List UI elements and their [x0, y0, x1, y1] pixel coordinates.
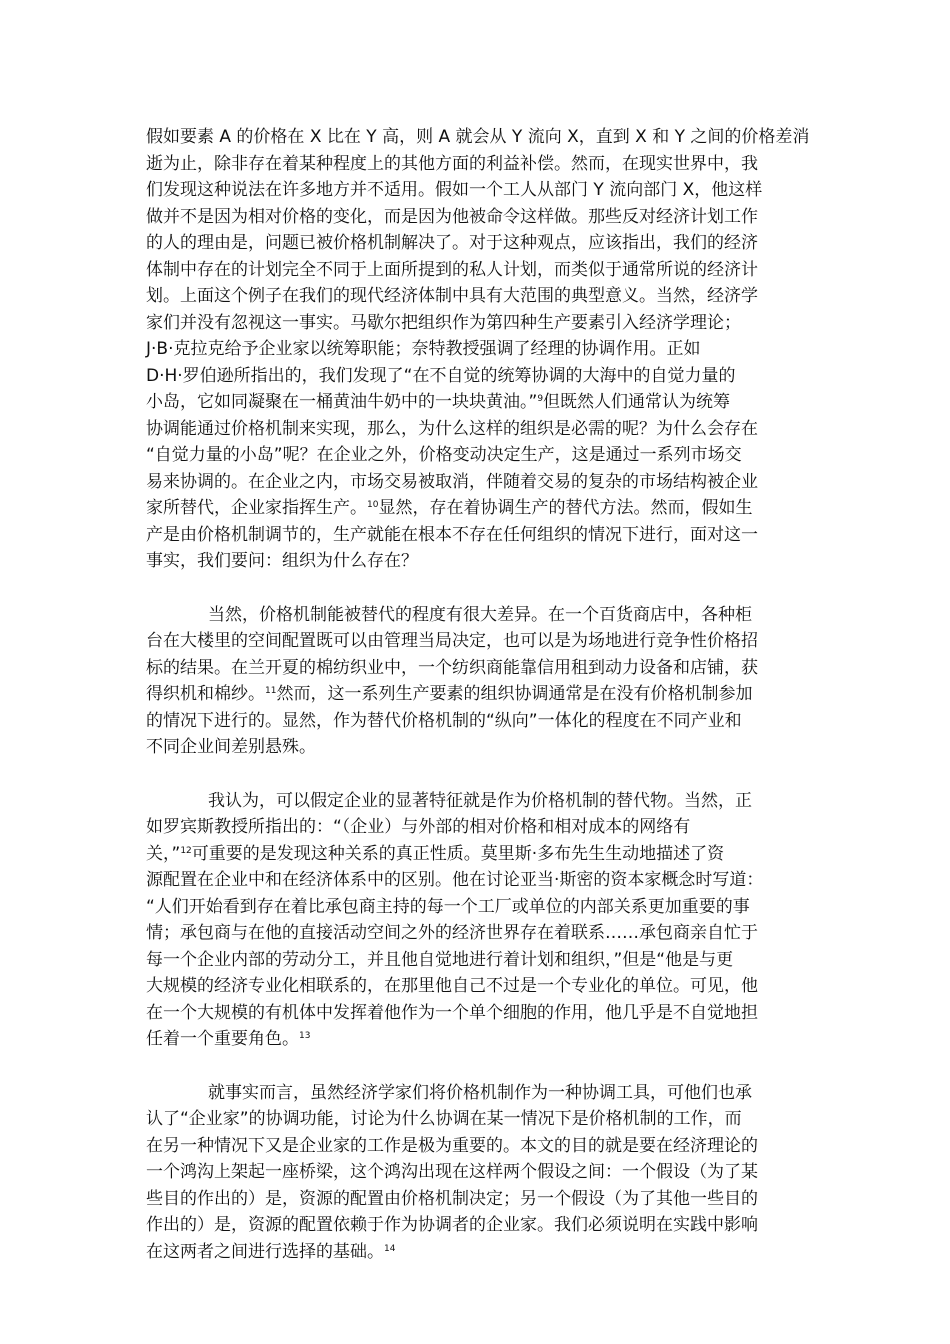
text-segment: 可重要的是发现这种关系的真正性质。莫里斯·多布先生生动地描述了资	[191, 843, 725, 864]
text-line: 协调能通过价格机制来实现，那么，为什么这样的组织是必需的呢？为什么会存在	[146, 418, 758, 439]
text-line: 大规模的经济专业化相联系的，在那里他自己不过是一个专业化的单位。可见，他	[146, 976, 758, 996]
text-line: 源配置在企业中和在经济体系中的区别。他在讨论亚当·斯密的资本家概念时写道：	[146, 870, 764, 890]
paragraph-spacer	[146, 761, 804, 788]
text-line	[146, 1026, 804, 1053]
text-segment: 小岛，它如同凝聚在一桶黄油牛奶中的一块块黄油。”	[146, 392, 538, 412]
paragraph-spacer	[146, 1053, 804, 1080]
text-segment: 然而，这一系列生产要素的组织协调通常是在没有价格机制参加	[276, 684, 753, 704]
text-line: 体制中存在的计划完全不同于上面所提到的私人计划，而类似于通常所说的经济计	[146, 259, 758, 280]
text-line: J·B·克拉克给予企业家以统筹职能；奈特教授强调了经理的协调作用。正如	[146, 339, 701, 359]
text-line: 我认为，可以假定企业的显著特征就是作为价格机制的替代物。当然，正	[208, 790, 752, 811]
text-line: 不同企业间差别悬殊。	[146, 737, 316, 757]
text-line	[146, 495, 804, 522]
footnote-ref-11: 11	[265, 686, 277, 696]
text-line: 认了“企业家”的协调功能，讨论为什么协调在某一情况下是价格机制的工作，而	[146, 1109, 742, 1129]
text-line: 情；承包商与在他的直接活动空间之外的经济世界存在着联系……承包商亲自忙于	[146, 923, 758, 943]
text-line: 易来协调的。在企业之内，市场交易被取消，伴随着交易的复杂的市场结构被企业	[146, 471, 758, 492]
text-line: 每一个企业内部的劳动分工，并且他自觉地进行着计划和组织，”但是“他是与更	[146, 949, 734, 970]
text-line: 标的结果。在兰开夏的棉纺织业中，一个纺织商能靠信用租到动力设备和店铺，获	[146, 657, 758, 678]
text-line	[146, 681, 804, 708]
text-line: 家们并没有忽视这一事实。马歇尔把组织作为第四种生产要素引入经济学理论；	[146, 312, 741, 333]
text-line: 产是由价格机制调节的，生产就能在根本不存在任何组织的情况下进行，面对这一	[146, 524, 758, 545]
footnote-ref-13: 13	[299, 1031, 311, 1041]
text-line: “人们开始看到存在着比承包商主持的每一个工厂或单位的内部关系更加重要的事	[146, 896, 750, 917]
text-line: 划。上面这个例子在我们的现代经济体制中具有大范围的典型意义。当然，经济学	[146, 286, 758, 306]
text-segment: 但既然人们通常认为统筹	[543, 392, 731, 412]
text-line: D·H·罗伯逊所指出的，我们发现了“在不自觉的统筹协调的大海中的自觉力量的	[146, 365, 736, 386]
text-line	[146, 389, 804, 416]
text-line: 台在大楼里的空间配置既可以由管理当局决定，也可以是为场地进行竞争性价格招	[146, 631, 758, 651]
text-line: 如罗宾斯教授所指出的：“（企业）与外部的相对价格和相对成本的网络有	[146, 817, 691, 837]
text-line: 做并不是因为相对价格的变化，而是因为他被命令这样做。那些反对经济计划工作	[146, 206, 758, 227]
paragraph-3	[146, 788, 804, 1053]
text-line: 事实，我们要问：组织为什么存在？	[146, 551, 418, 571]
text-line: 作出的）是，资源的配置依赖于作为协调者的企业家。我们必须说明在实践中影响	[146, 1215, 758, 1235]
text-segment: 家所替代，企业家指挥生产。	[146, 498, 367, 518]
text-line	[146, 841, 804, 868]
text-line: 些目的作出的）是，资源的配置由价格机制决定；另一个假设（为了其他一些目的	[146, 1188, 758, 1209]
footnote-ref-14: 14	[384, 1243, 396, 1254]
text-line: 的人的理由是，问题已被价格机制解决了。对于这种观点，应该指出，我们的经济	[146, 233, 758, 253]
text-line: 一个鸿沟上架起一座桥梁，这个鸿沟出现在这样两个假设之间：一个假设（为了某	[146, 1162, 758, 1182]
footnote-ref-10: 10	[367, 500, 379, 510]
paragraph-1	[146, 124, 810, 575]
text-segment: 在这两者之间进行选择的基础。	[146, 1241, 384, 1262]
text-segment: 关，”	[146, 843, 181, 864]
text-line: 就事实而言，虽然经济学家们将价格机制作为一种协调工具，可他们也承	[208, 1082, 752, 1103]
text-segment: 显然，存在着协调生产的替代方法。然而，假如生	[378, 498, 753, 518]
text-segment: 得织机和棉纱。	[146, 684, 265, 704]
paragraph-spacer	[146, 575, 804, 602]
paragraph-2	[146, 602, 804, 761]
text-line	[146, 1239, 804, 1266]
text-line: “自觉力量的小岛”呢？在企业之外，价格变动决定生产，这是通过一系列市场交	[146, 445, 742, 465]
text-line: 当然，价格机制能被替代的程度有很大差异。在一个百货商店中，各种柜	[208, 604, 752, 625]
text-segment: 任着一个重要角色。	[146, 1029, 299, 1049]
text-line: 们发现这种说法在许多地方并不适用。假如一个工人从部门 Y 流向部门 X，他这样	[146, 180, 763, 200]
footnote-ref-9: 9	[537, 394, 544, 404]
text-line: 的情况下进行的。显然，作为替代价格机制的“纵向”一体化的程度在不同产业和	[146, 710, 742, 731]
text-line: 在另一种情况下又是企业家的工作是极为重要的。本文的目的就是要在经济理论的	[146, 1135, 758, 1156]
text-line: 在一个大规模的有机体中发挥着他作为一个单个细胞的作用，他几乎是不自觉地担	[146, 1002, 758, 1023]
text-line: 假如要素 A 的价格在 X 比在 Y 高，则 A 就会从 Y 流向 X，直到 X 和 Y 之间的价格差消	[146, 127, 810, 147]
body-text	[146, 124, 810, 1265]
footnote-ref-12: 12	[180, 845, 192, 856]
paragraph-4	[146, 1080, 804, 1266]
text-line: 逝为止，除非存在着某种程度上的其他方面的利益补偿。然而，在现实世界中，我	[146, 153, 758, 174]
